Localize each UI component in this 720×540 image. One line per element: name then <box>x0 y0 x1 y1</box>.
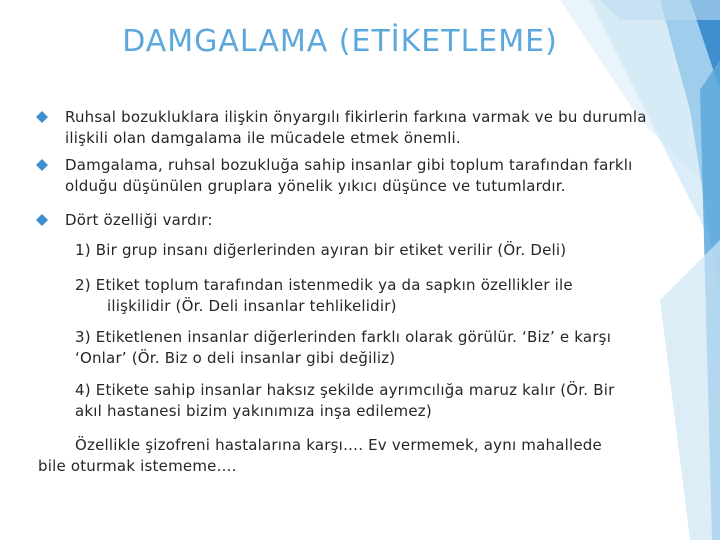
bullet-item <box>36 107 661 149</box>
feature-line: akıl hastanesi bizim yakınımıza inşa edilemez) <box>75 402 432 420</box>
feature-line: ‘Onlar’ (Ör. Biz o deli insanlar gibi değiliz) <box>75 349 396 367</box>
slide-title: DAMGALAMA (ETİKETLEME) <box>122 24 558 59</box>
bullet-text: Ruhsal bozukluklara ilişkin önyargılı fikirlerin farkına varmak ve bu durumla ilişkili olan damgalama ile mücadele etmek önemli. <box>65 108 647 147</box>
facet-top-band <box>600 0 720 20</box>
feature-line: 1) Bir grup insanı diğerlerinden ayıran bir etiket verilir (Ör. Deli) <box>75 241 567 259</box>
bullet-item <box>36 155 661 197</box>
feature-item <box>75 240 675 261</box>
feature-line: 4) Etikete sahip insanlar haksız şekilde ayrımcılığa maruz kalır (Ör. Bir <box>75 381 615 399</box>
feature-line: 2) Etiket toplum tarafından istenmedik ya da sapkın özellikler ile <box>75 276 573 294</box>
feature-item <box>75 380 675 422</box>
bullet-text-rest: ruhsal bozukluğa sahip insanlar gibi toplum tarafından farklı olduğu düşünülen gruplara yönelik yıkıcı düşünce ve tutumlardır. <box>65 156 633 195</box>
feature-line: ilişkilidir (Ör. Deli insanlar tehlikelidir) <box>107 297 397 315</box>
diamond-bullet-icon <box>36 214 48 226</box>
bullet-keyword: Damgalama, <box>65 156 163 174</box>
closing-note <box>38 435 678 477</box>
feature-line: 3) Etiketlenen insanlar diğerlerinden farklı olarak görülür. ‘Biz’ e karşı <box>75 328 612 346</box>
diamond-bullet-icon <box>36 111 48 123</box>
feature-item <box>75 275 675 317</box>
note-line: Özellikle şizofreni hastalarına karşı…. Ev vermemek, aynı mahallede <box>75 436 602 454</box>
bullet-text: Dört özelliği vardır: <box>65 211 213 229</box>
bullet-item <box>36 210 661 231</box>
feature-item <box>75 327 675 369</box>
bullet-text <box>65 155 661 197</box>
diamond-bullet-icon <box>36 159 48 171</box>
note-line: bile oturmak istememe…. <box>38 457 237 475</box>
